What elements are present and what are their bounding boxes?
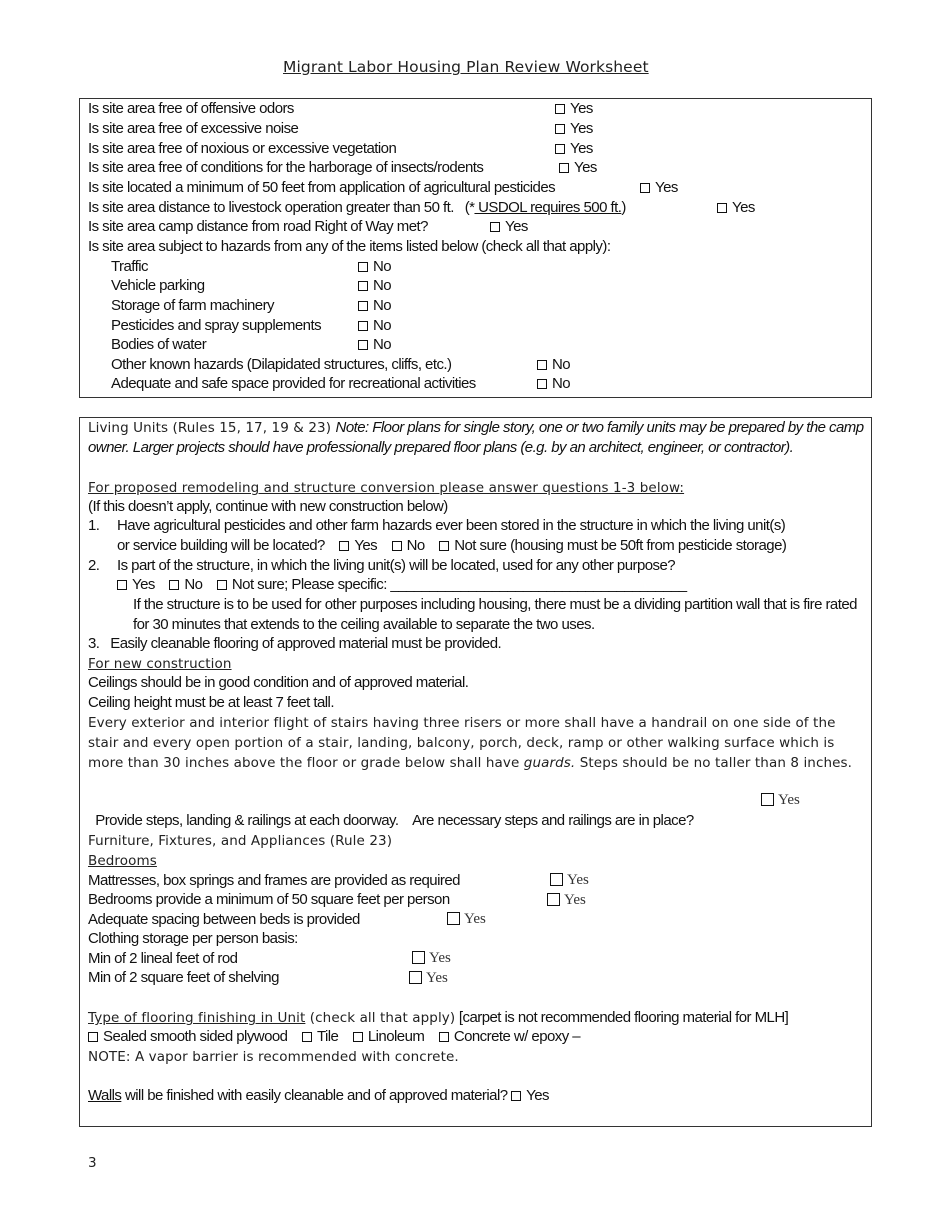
checkbox-icon xyxy=(555,104,565,114)
checkbox-icon xyxy=(511,1091,521,1101)
q1-text-cont: or service building will be located? Yes No Not sure (housing must be 50ft from pesticide storage) xyxy=(117,537,787,554)
hazard-vehicle-parking-no[interactable]: No xyxy=(358,276,391,296)
ceiling-height: Ceiling height must be at least 7 feet tall. xyxy=(88,694,334,711)
checkbox-icon xyxy=(547,893,560,906)
checkbox-icon xyxy=(537,379,547,389)
q1-no-option[interactable]: No xyxy=(392,537,425,554)
checkbox-icon xyxy=(353,1032,363,1042)
flooring-heading: Type of flooring finishing in Unit (check all that apply) [carpet is not recommended flooring material for MLH] xyxy=(88,1009,789,1026)
ceilings-condition: Ceilings should be in good condition and of approved material. xyxy=(88,674,469,691)
rod-length: Min of 2 lineal feet of rod xyxy=(88,950,238,967)
living-units-intro xyxy=(88,418,866,458)
new-construction-heading: For new construction xyxy=(88,656,232,672)
checkbox-icon xyxy=(412,951,425,964)
floor-plan-note: Note: Floor plans for single story, one or two family units may be prepared by the camp owner. Larger projects should have professionally prepared floor plans (e.g. by an architect, engineer, or contractor). xyxy=(88,419,864,456)
hazard-recreation-no[interactable]: No xyxy=(537,374,570,394)
checkbox-icon xyxy=(447,912,460,925)
hazard-pesticides: Pesticides and spray supplements xyxy=(111,317,322,334)
q1-yes-option[interactable]: Yes xyxy=(339,537,377,554)
checkbox-icon xyxy=(550,873,563,886)
q2-yes-option[interactable]: Yes xyxy=(117,576,155,593)
stairs-requirement: Every exterior and interior flight of stairs having three risers or more shall have a handrail on one side of the stair and every open portion of a stair, landing, balcony, porch, deck, ramp or other walking surface which is more than 30 inches above the floor or grade below shall have guards. Steps should be no taller than 8 inches. xyxy=(88,715,853,771)
site-q7: Is site area camp distance from road Right of Way met? xyxy=(88,218,428,235)
checkbox-icon xyxy=(169,580,179,590)
checkbox-icon xyxy=(409,971,422,984)
page-title: Migrant Labor Housing Plan Review Worksheet xyxy=(283,58,649,76)
remodel-heading: For proposed remodeling and structure conversion please answer questions 1-3 below: xyxy=(88,480,685,496)
flooring-tile[interactable]: Tile xyxy=(302,1028,338,1045)
furniture-heading: Furniture, Fixtures, and Appliances (Rule 23) xyxy=(88,833,393,849)
bedroom-area: Bedrooms provide a minimum of 50 square feet per person xyxy=(88,891,450,908)
hazard-water: Bodies of water xyxy=(111,336,207,353)
checkbox-icon xyxy=(439,541,449,551)
q2-notsure-option[interactable]: Not sure; Please specific: ______________________________________ xyxy=(217,576,687,593)
walls-question: Walls will be finished with easily cleanable and of approved material? Yes xyxy=(88,1087,549,1104)
site-q5-yes[interactable]: Yes xyxy=(640,178,678,198)
checkbox-icon xyxy=(88,1032,98,1042)
checkbox-icon xyxy=(217,580,227,590)
mattresses: Mattresses, box springs and frames are provided as required xyxy=(88,872,460,889)
partition-wall-note: If the structure is to be used for other purposes including housing, there must be a dividing partition wall that is fire rated for 30 minutes that extends to the ceiling available to separate the two uses. xyxy=(133,596,857,633)
q2-options xyxy=(117,575,687,595)
living-units-heading: Living Units (Rules 15, 17, 19 & 23) xyxy=(88,420,332,436)
checkbox-icon xyxy=(559,163,569,173)
hazard-other-no[interactable]: No xyxy=(537,355,570,375)
flooring-options xyxy=(88,1027,580,1047)
hazard-vehicle-parking: Vehicle parking xyxy=(111,277,205,294)
site-q5: Is site located a minimum of 50 feet from application of agricultural pesticides xyxy=(88,179,556,196)
site-q1-yes[interactable]: Yes xyxy=(555,99,593,119)
hazard-farm-machinery-no[interactable]: No xyxy=(358,296,391,316)
checkbox-icon xyxy=(339,541,349,551)
flooring-linoleum[interactable]: Linoleum xyxy=(353,1028,424,1045)
walls-yes[interactable]: Yes xyxy=(511,1087,549,1104)
site-q3: Is site area free of noxious or excessive vegetation xyxy=(88,140,397,157)
flooring-concrete[interactable]: Concrete w/ epoxy – xyxy=(439,1028,580,1045)
shelving-yes[interactable]: Yes xyxy=(409,970,448,987)
mattresses-yes[interactable]: Yes xyxy=(550,872,589,889)
hazard-other: Other known hazards (Dilapidated structures, cliffs, etc.) xyxy=(111,356,452,373)
site-q4: Is site area free of conditions for the harborage of insects/rodents xyxy=(88,159,484,176)
site-q8: Is site area subject to hazards from any of the items listed below (check all that apply): xyxy=(88,238,611,255)
checkbox-icon xyxy=(358,301,368,311)
checkbox-icon xyxy=(358,281,368,291)
bedroom-area-yes[interactable]: Yes xyxy=(547,892,586,909)
site-q4-yes[interactable]: Yes xyxy=(559,158,597,178)
checkbox-icon xyxy=(555,144,565,154)
shelving: Min of 2 square feet of shelving xyxy=(88,969,279,986)
checkbox-icon xyxy=(761,793,774,806)
checkbox-icon xyxy=(358,321,368,331)
q1-notsure-option[interactable]: Not sure (housing must be 50ft from pesticide storage) xyxy=(439,537,786,554)
q3-text: 3. Easily cleanable flooring of approved material must be provided. xyxy=(88,635,502,652)
clothing-storage: Clothing storage per person basis: xyxy=(88,930,298,947)
checkbox-icon xyxy=(640,183,650,193)
checkbox-icon xyxy=(358,340,368,350)
bed-spacing-yes[interactable]: Yes xyxy=(447,911,486,928)
site-q6: Is site area distance to livestock operation greater than 50 ft. (* USDOL requires 500 ft.) xyxy=(88,199,626,216)
bedrooms-heading: Bedrooms xyxy=(88,853,157,869)
q1-number: 1. xyxy=(88,517,100,534)
q1-text: Have agricultural pesticides and other farm hazards ever been stored in the structure in which the living unit(s) xyxy=(117,517,786,534)
steps-yes[interactable]: Yes xyxy=(761,792,800,809)
checkbox-icon xyxy=(302,1032,312,1042)
checkbox-icon xyxy=(117,580,127,590)
site-q7-yes[interactable]: Yes xyxy=(490,217,528,237)
flooring-plywood[interactable]: Sealed smooth sided plywood xyxy=(88,1028,287,1045)
hazard-farm-machinery: Storage of farm machinery xyxy=(111,297,274,314)
site-q1: Is site area free of offensive odors xyxy=(88,100,294,117)
checkbox-icon xyxy=(490,222,500,232)
q2-no-option[interactable]: No xyxy=(169,576,202,593)
checkbox-icon xyxy=(358,262,368,272)
steps-railings: Provide steps, landing & railings at each doorway. Are necessary steps and railings are in place? xyxy=(95,812,694,829)
hazard-recreation: Adequate and safe space provided for recreational activities xyxy=(111,375,476,392)
site-q3-yes[interactable]: Yes xyxy=(555,139,593,159)
vapor-barrier-note: NOTE: A vapor barrier is recommended with concrete. xyxy=(88,1049,459,1065)
checkbox-icon xyxy=(439,1032,449,1042)
checkbox-icon xyxy=(717,203,727,213)
hazard-traffic: Traffic xyxy=(111,258,148,275)
rod-length-yes[interactable]: Yes xyxy=(412,950,451,967)
checkbox-icon xyxy=(555,124,565,134)
site-q2-yes[interactable]: Yes xyxy=(555,119,593,139)
hazard-pesticides-no[interactable]: No xyxy=(358,316,391,336)
page-number: 3 xyxy=(88,1155,97,1171)
remodel-subtext: (If this doesn’t apply, continue with new construction below) xyxy=(88,498,448,515)
hazard-traffic-no[interactable]: No xyxy=(358,257,391,277)
q2-number: 2. xyxy=(88,557,100,574)
checkbox-icon xyxy=(537,360,547,370)
site-q2: Is site area free of excessive noise xyxy=(88,120,299,137)
site-q6-yes[interactable]: Yes xyxy=(717,198,755,218)
q2-text: Is part of the structure, in which the living unit(s) will be located, used for any other purpose? xyxy=(117,557,676,574)
bed-spacing: Adequate spacing between beds is provided xyxy=(88,911,360,928)
hazard-water-no[interactable]: No xyxy=(358,335,391,355)
checkbox-icon xyxy=(392,541,402,551)
